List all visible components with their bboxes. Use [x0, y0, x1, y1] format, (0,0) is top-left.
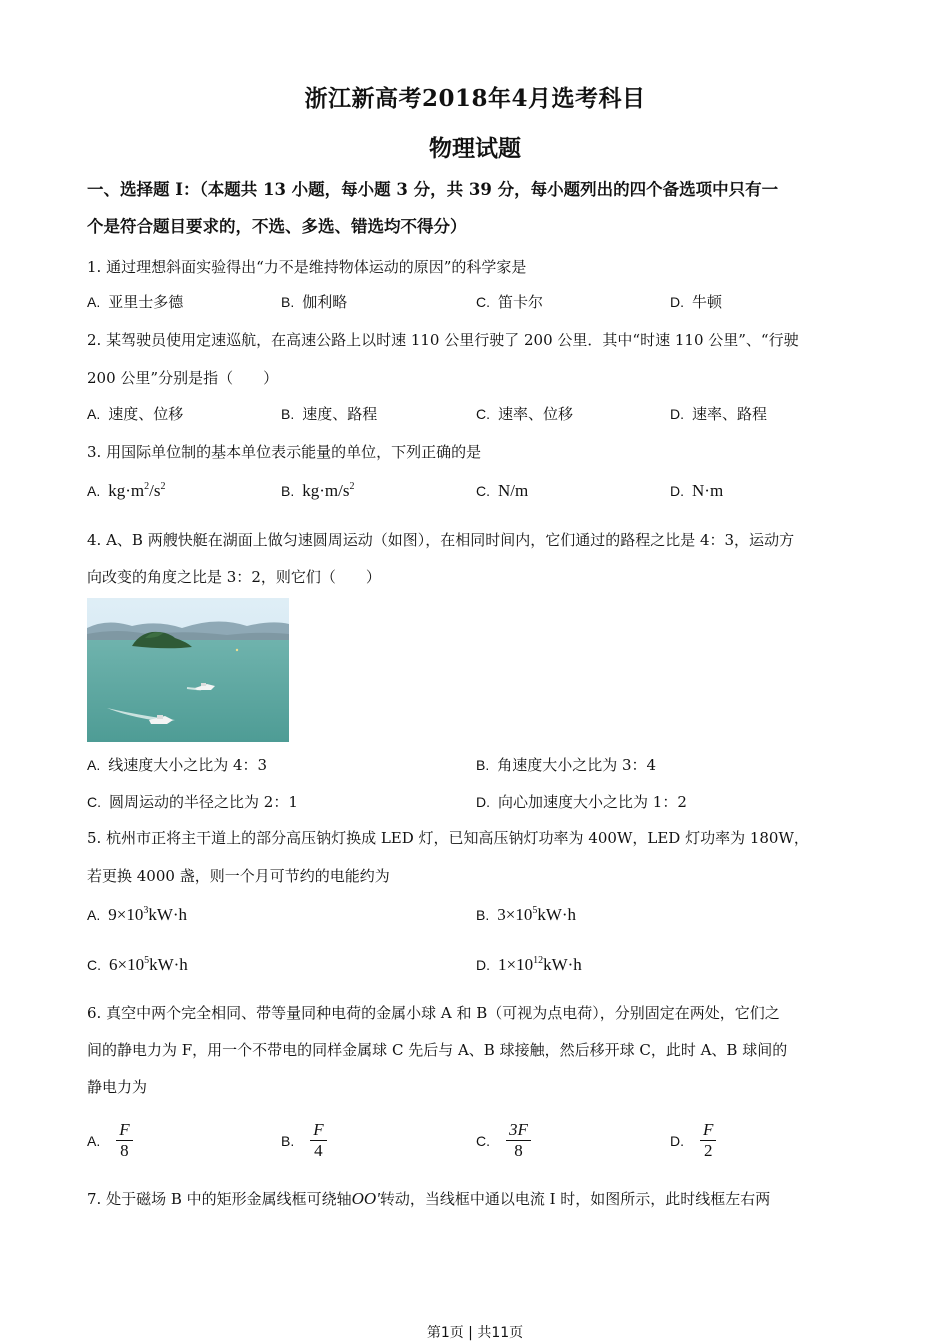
question-2-stem-line1: 2. 某驾驶员使用定速巡航，在高速公路上以时速 110 公里行驶了 200 公里．其中“时速 110 公里”、“行驶 [87, 331, 799, 349]
option-formula: $6\times 10^5kW\cdot h$ [109, 955, 188, 974]
option-label: B. [281, 1132, 295, 1149]
question-3-stem: 3. 用国际单位制的基本单位表示能量的单位，下列正确的是 [87, 443, 482, 461]
option-text: 角速度大小之比为 3：4 [497, 756, 657, 774]
option-formula: $kg\cdot m^2/s^2$ [108, 481, 166, 500]
option-label: D. [670, 405, 684, 422]
q3-option-c [476, 481, 528, 501]
question-2-options [87, 403, 887, 433]
q4-option-d [476, 791, 687, 812]
question-4-options-row2 [87, 791, 887, 821]
q5-option-c [87, 955, 188, 975]
option-label: A. [87, 293, 101, 310]
exam-subtitle: 物理试题 [429, 135, 521, 162]
q3-option-a [87, 481, 165, 501]
section-heading-line1: 一、选择题 I：（本题共 13 小题，每小题 3 分，共 39 分，每小题列出的四个备选项中只有一 [87, 180, 779, 199]
option-formula: $3\times 10^5kW\cdot h$ [497, 905, 577, 924]
option-label: A. [87, 1132, 101, 1149]
q6-option-d [670, 1120, 716, 1161]
question-5-options-row2 [87, 955, 887, 985]
q4-option-c [87, 791, 298, 812]
option-text: 圆周运动的半径之比为 2：1 [109, 793, 298, 811]
q6-option-c [476, 1120, 531, 1161]
q1-option-d [670, 291, 722, 312]
rotation-axis-label: OO' [351, 1189, 380, 1208]
question-4-options-row1 [87, 754, 887, 784]
q2-option-c [476, 403, 573, 424]
option-fraction: $\frac{F}{2}$ [700, 1120, 716, 1161]
question-6-options [87, 1120, 887, 1168]
option-label: C. [87, 957, 101, 973]
option-formula: $1\times 10^{12}kW\cdot h$ [498, 955, 582, 974]
question-1-stem: 1. 通过理想斜面实验得出“力不是维持物体运动的原因”的科学家是 [87, 258, 527, 276]
option-label: B. [476, 907, 490, 923]
option-text: 速率、路程 [692, 405, 768, 423]
question-2-stem-line2: 200 公里”分别是指（ ） [87, 369, 279, 387]
q6-option-a [87, 1120, 133, 1161]
option-label: B. [476, 756, 490, 773]
exam-title: 浙江新高考2018年4月选考科目 [304, 85, 646, 112]
question-5-stem-line2: 若更换 4000 盏，则一个月可节约的电能约为 [87, 867, 390, 885]
option-label: A. [87, 483, 101, 499]
option-label: A. [87, 907, 101, 923]
question-6-stem-line1: 6. 真空中两个完全相同、带等量同种电荷的金属小球 A 和 B（可视为点电荷），分别固定在两处，它们之 [87, 1004, 780, 1022]
speedboat-lake-photo [87, 598, 289, 742]
q5-option-d [476, 955, 582, 975]
q1-option-a [87, 291, 183, 312]
question-3-options [87, 481, 887, 511]
question-7-stem-pre: 7. 处于磁场 B 中的矩形金属线框可绕轴 [87, 1190, 352, 1208]
question-4-stem-line1: 4. A、B 两艘快艇在湖面上做匀速圆周运动（如图），在相同时间内，它们通过的路程之比是 4：3，运动方 [87, 531, 795, 549]
option-label: D. [670, 483, 684, 499]
section-heading-line2: 个是符合题目要求的，不选、多选、错选均不得分） [87, 217, 467, 236]
question-4-stem-line2: 向改变的角度之比是 3：2，则它们（ ） [87, 568, 381, 586]
option-fraction: $\frac{F}{8}$ [116, 1120, 132, 1161]
option-label: C. [476, 483, 490, 499]
option-fraction: $\frac{F}{4}$ [310, 1120, 326, 1161]
q4-option-b [476, 754, 656, 775]
option-text: 笛卡尔 [498, 293, 544, 311]
option-label: D. [670, 293, 684, 310]
q2-option-b [281, 403, 377, 424]
option-text: 速度、路程 [302, 405, 378, 423]
option-text: 线速度大小之比为 4：3 [108, 756, 268, 774]
option-label: B. [281, 293, 295, 310]
option-formula: N·m [692, 481, 724, 500]
question-5-options-row1 [87, 905, 887, 935]
q1-option-c [476, 291, 543, 312]
question-6-stem-line2: 间的静电力为 F，用一个不带电的同样金属球 C 先后与 A、B 球接触，然后移开球 C，此时 A、B 球间的 [87, 1041, 788, 1059]
option-label: A. [87, 756, 101, 773]
question-5-stem-line1: 5. 杭州市正将主干道上的部分高压钠灯换成 LED 灯，已知高压钠灯功率为 400W，LED 灯功率为 180W， [87, 829, 809, 847]
option-text: 伽利略 [302, 293, 348, 311]
option-label: C. [476, 293, 490, 310]
question-1-options [87, 291, 887, 321]
option-text: 速度、位移 [108, 405, 184, 423]
option-text: 向心加速度大小之比为 1：2 [498, 793, 687, 811]
option-formula: $9\times 10^3kW\cdot h$ [108, 905, 188, 924]
option-label: D. [476, 957, 490, 973]
q6-option-b [281, 1120, 327, 1161]
q5-option-b [476, 905, 576, 925]
option-label: B. [281, 483, 295, 499]
option-text: 亚里士多德 [108, 293, 184, 311]
option-label: C. [87, 793, 101, 810]
question-6-stem-line3: 静电力为 [87, 1078, 148, 1096]
question-7-stem [87, 1189, 867, 1209]
option-label: A. [87, 405, 101, 422]
option-formula: $kg\cdot m/s^2$ [302, 481, 355, 500]
option-label: D. [476, 793, 490, 810]
option-label: C. [476, 1132, 490, 1149]
q5-option-a [87, 905, 187, 925]
q3-option-d [670, 481, 723, 501]
q4-option-a [87, 754, 267, 775]
q2-option-a [87, 403, 183, 424]
page-footer: 第1页 | 共11页 [426, 1325, 524, 1341]
option-formula: N/m [498, 481, 529, 500]
option-text: 牛顿 [692, 293, 723, 311]
option-text: 速率、位移 [498, 405, 574, 423]
option-label: B. [281, 405, 295, 422]
q2-option-d [670, 403, 767, 424]
q3-option-b [281, 481, 354, 501]
question-7-stem-post: 转动，当线框中通以电流 I 时，如图所示，此时线框左右两 [379, 1190, 771, 1208]
option-label: D. [670, 1132, 684, 1149]
q1-option-b [281, 291, 347, 312]
option-fraction: $\frac{3F}{8}$ [506, 1120, 531, 1161]
option-label: C. [476, 405, 490, 422]
